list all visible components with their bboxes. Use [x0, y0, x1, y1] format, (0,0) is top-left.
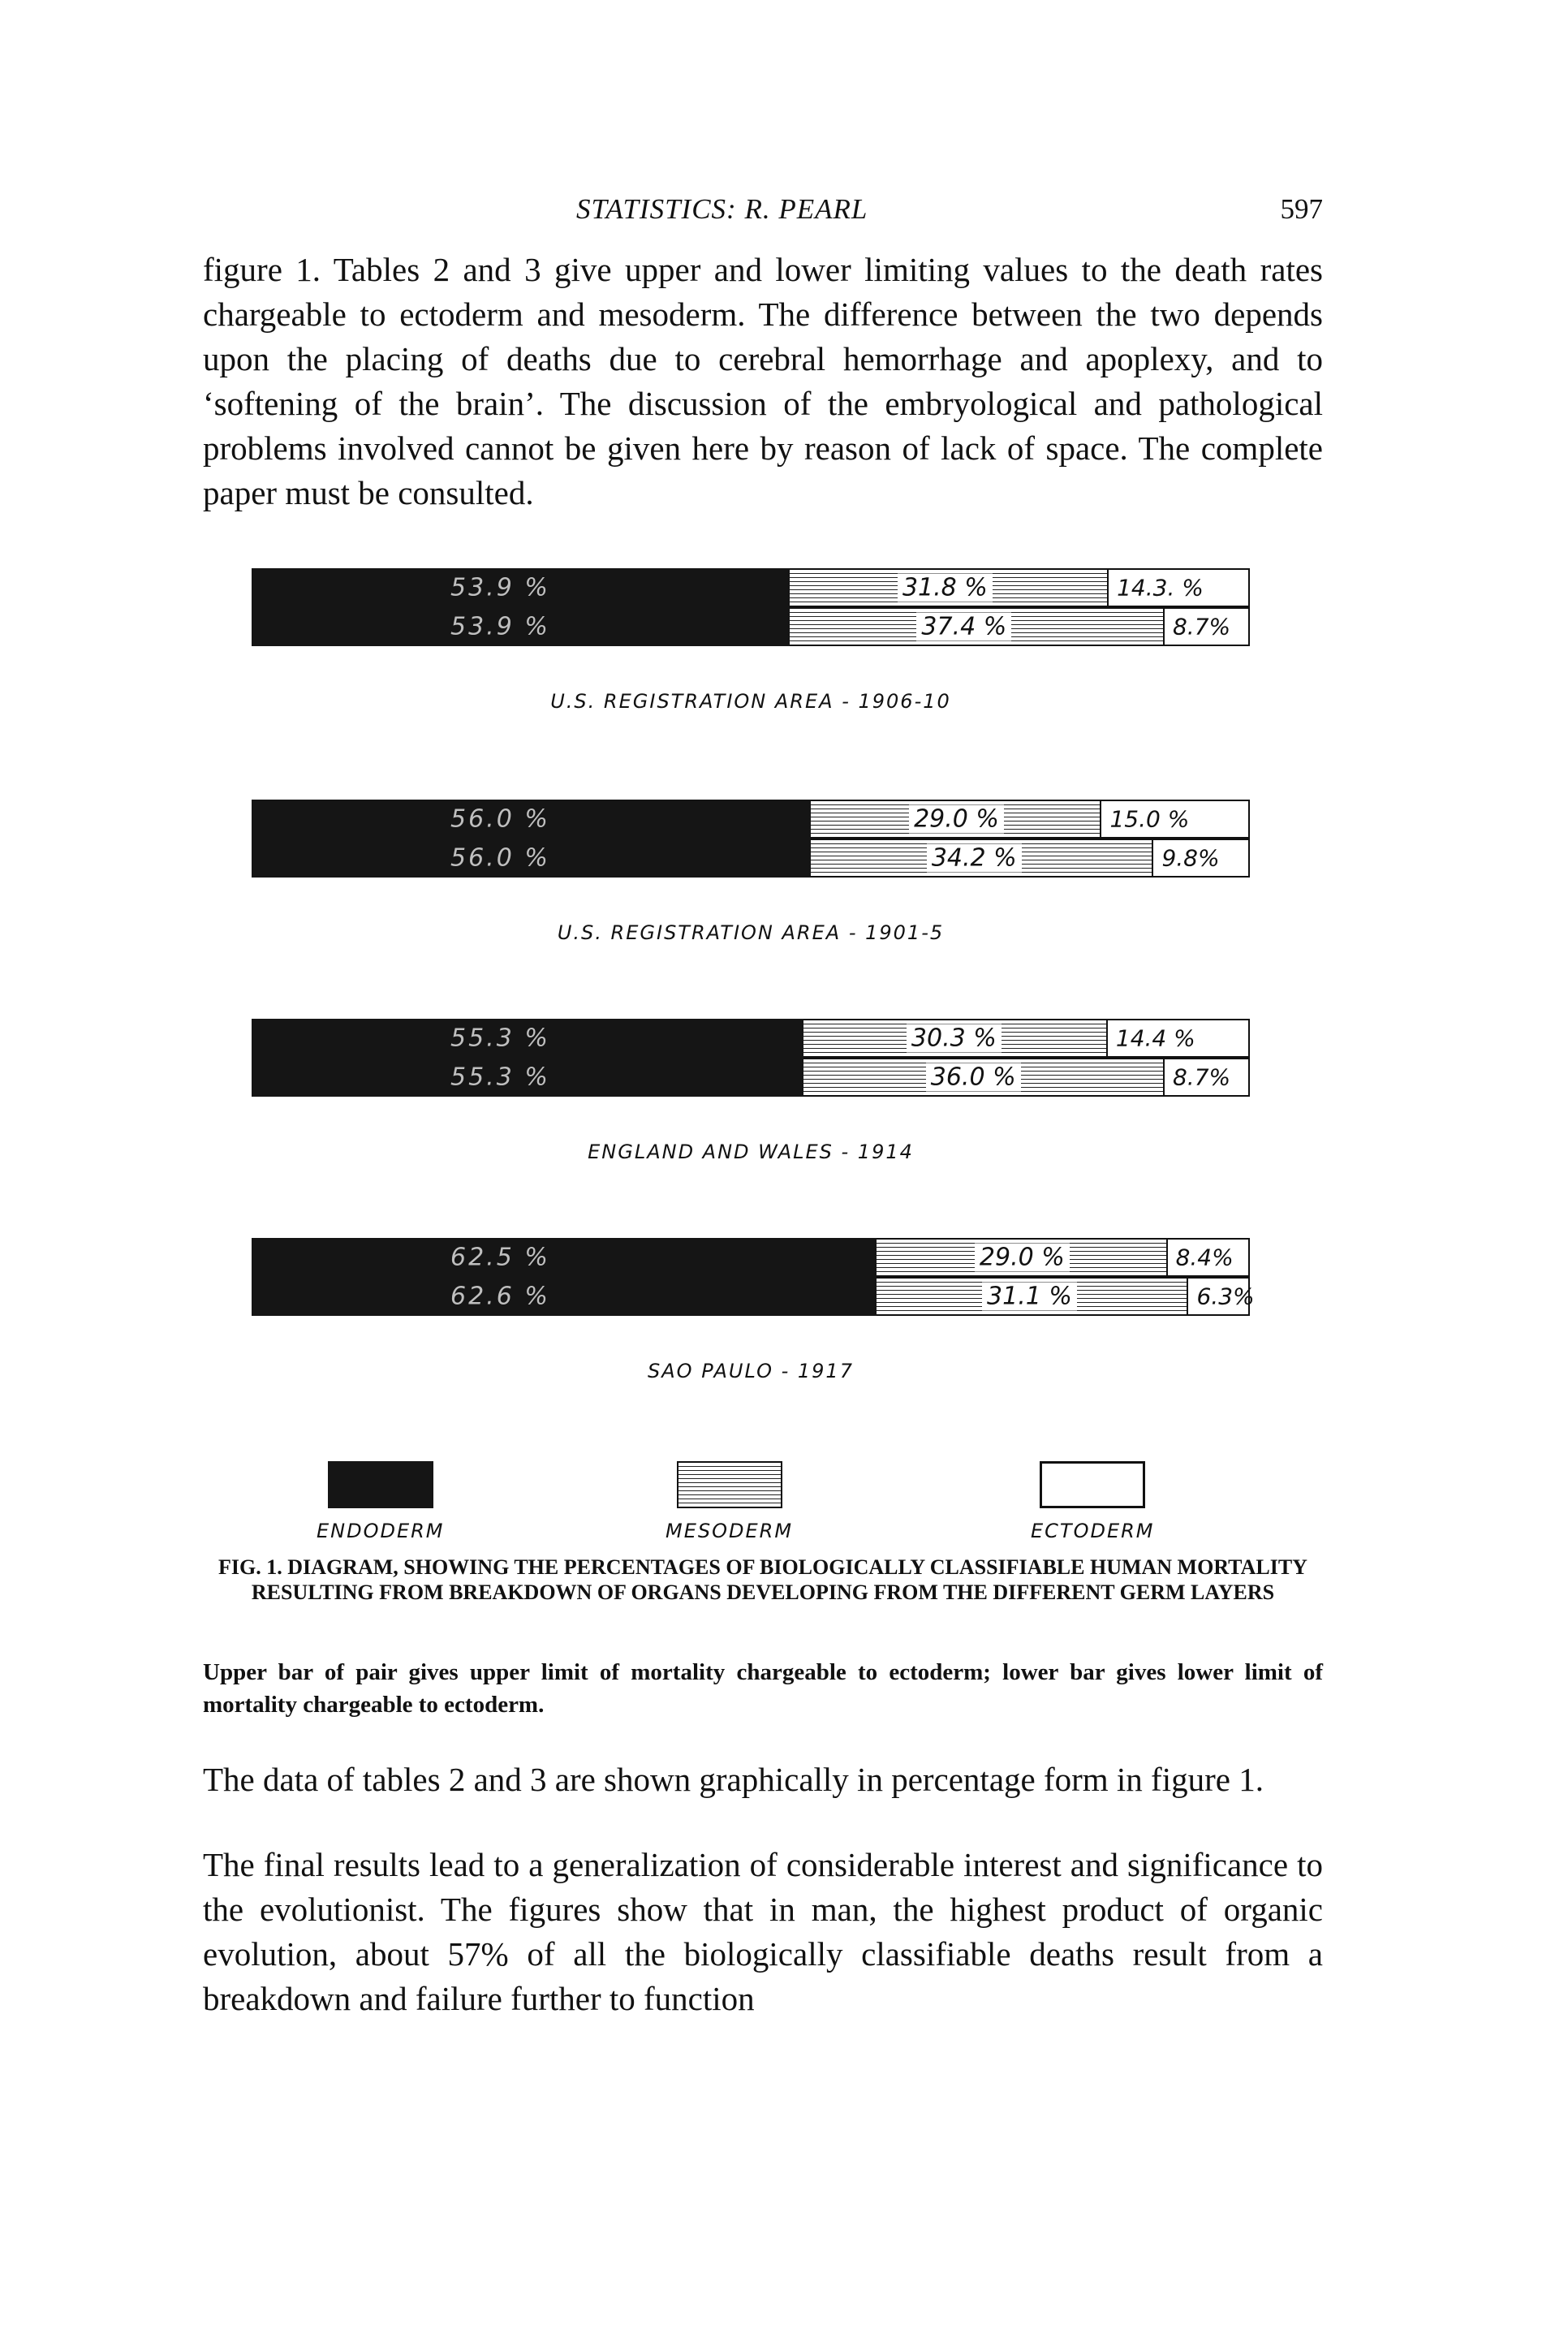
legend-label-ectoderm: ECTODERM [1031, 1520, 1155, 1542]
data-label: 56.0 % [450, 843, 550, 873]
data-label: 31.8 % [898, 574, 993, 602]
data-label: 9.8% [1161, 844, 1220, 872]
lower-bar [252, 607, 1250, 646]
data-label: 62.6 % [450, 1282, 550, 1311]
legend-item-ectoderm [1031, 1461, 1155, 1542]
mesoderm-segment [877, 1238, 1166, 1277]
data-label: 29.0 % [975, 1244, 1070, 1272]
data-label: 37.4 % [916, 613, 1011, 641]
mesoderm-segment [811, 839, 1152, 878]
data-label: 55.3 % [450, 1063, 550, 1092]
endoderm-segment [252, 568, 790, 607]
paragraph-top-text: figure 1. Tables 2 and 3 give upper and lower limiting values to the death rates chargeable to ectoderm and mesoderm. The difference between the two depends upon the placing of deaths due to cerebral hemorrhage and apoplexy, and to ‘softening of the brain’. The discussion of the embryological and pathological problems involved cannot be given here by reason of lack of space. The complete paper must be consulted. [203, 251, 1323, 511]
legend-label-mesoderm: MESODERM [666, 1520, 794, 1542]
group-label: ENGLAND AND WALES - 1914 [588, 1141, 914, 1163]
data-label: 55.3 % [450, 1024, 550, 1053]
mesoderm-segment [803, 1058, 1163, 1097]
paragraph-top [203, 248, 1323, 515]
data-label: 14.4 % [1115, 1024, 1195, 1052]
upper-bar [252, 800, 1250, 839]
paragraph-bottom-1-text: The data of tables 2 and 3 are shown graphically in percentage form in figure 1. [203, 1761, 1264, 1798]
legend-swatch-ectoderm [1040, 1461, 1145, 1508]
mesoderm-segment [811, 800, 1101, 839]
lower-bar [252, 1058, 1250, 1097]
upper-bar [252, 568, 1250, 607]
endoderm-segment [252, 1058, 803, 1097]
figure-1-chart [252, 568, 1266, 1542]
data-label: 53.9 % [450, 573, 550, 602]
ectoderm-segment [1100, 800, 1250, 839]
legend-label-endoderm: ENDODERM [317, 1520, 445, 1542]
mesoderm-segment [790, 568, 1107, 607]
ectoderm-segment [1166, 1238, 1250, 1277]
paragraph-bottom-2-text: The final results lead to a generalization of considerable interest and significance to the evolutionist. The figures show that in man, the highest product of organic evolution, about 57% of all the biologically classifiable deaths result from a breakdown and failure further to function [203, 1846, 1323, 2017]
data-label: 34.2 % [927, 844, 1022, 873]
data-label: 62.5 % [450, 1243, 550, 1272]
legend-item-endoderm [317, 1461, 445, 1542]
endoderm-segment [252, 1238, 877, 1277]
data-label: 14.3. % [1117, 574, 1204, 602]
ectoderm-segment [1106, 1019, 1250, 1058]
ectoderm-segment [1107, 568, 1250, 607]
data-label: 8.7% [1172, 613, 1231, 640]
data-label: 53.9 % [450, 612, 550, 641]
figure-title: DIAGRAM, SHOWING THE PERCENTAGES OF BIOLOGICALLY CLASSIFIABLE HUMAN MORTALITY RESULTING FROM BREAKDOWN OF ORGANS DEVELOPING FROM THE DIFFERENT GERM LAYERS [251, 1555, 1307, 1604]
legend-swatch-mesoderm [677, 1461, 782, 1508]
data-label: 15.0 % [1109, 805, 1190, 833]
ectoderm-segment [1152, 839, 1250, 878]
data-label: 8.4% [1175, 1244, 1234, 1271]
data-label: 30.3 % [907, 1024, 1002, 1053]
upper-bar [252, 1238, 1250, 1277]
page-number: 597 [1280, 193, 1323, 225]
endoderm-segment [252, 839, 811, 878]
running-head: STATISTICS: R. PEARL [576, 193, 868, 225]
data-label: 56.0 % [450, 804, 550, 834]
figure-number: FIG. 1. [218, 1555, 282, 1579]
legend-swatch-endoderm [328, 1461, 433, 1508]
data-label: 8.7% [1172, 1063, 1231, 1091]
group-label: U.S. REGISTRATION AREA - 1906-10 [550, 690, 951, 713]
paragraph-bottom-1 [203, 1757, 1323, 1802]
chart-legend [317, 1461, 1209, 1550]
data-label: 36.0 % [926, 1063, 1021, 1092]
figure-caption [203, 1555, 1323, 1605]
mesoderm-segment [877, 1277, 1187, 1316]
group-label: SAO PAULO - 1917 [648, 1360, 854, 1382]
lower-bar [252, 1277, 1255, 1316]
paragraph-bottom-2 [203, 1843, 1323, 2021]
figure-note: Upper bar of pair gives upper limit of mortality chargeable to ectoderm; lower bar gives lower limit of mortality chargeable to ectoderm. [203, 1659, 1323, 1718]
group-label: U.S. REGISTRATION AREA - 1901-5 [557, 921, 945, 944]
endoderm-segment [252, 1277, 877, 1316]
data-label: 31.1 % [982, 1283, 1077, 1311]
data-label: 6.3% [1196, 1283, 1255, 1310]
ectoderm-segment [1163, 607, 1250, 646]
endoderm-segment [252, 1019, 803, 1058]
upper-bar [252, 1019, 1250, 1058]
endoderm-segment [252, 800, 811, 839]
page-header [203, 193, 1323, 234]
lower-bar [252, 839, 1250, 878]
mesoderm-segment [803, 1019, 1106, 1058]
endoderm-segment [252, 607, 790, 646]
ectoderm-segment [1163, 1058, 1250, 1097]
legend-item-mesoderm [666, 1461, 793, 1542]
ectoderm-segment [1187, 1277, 1255, 1316]
mesoderm-segment [790, 607, 1163, 646]
data-label: 29.0 % [909, 805, 1004, 834]
